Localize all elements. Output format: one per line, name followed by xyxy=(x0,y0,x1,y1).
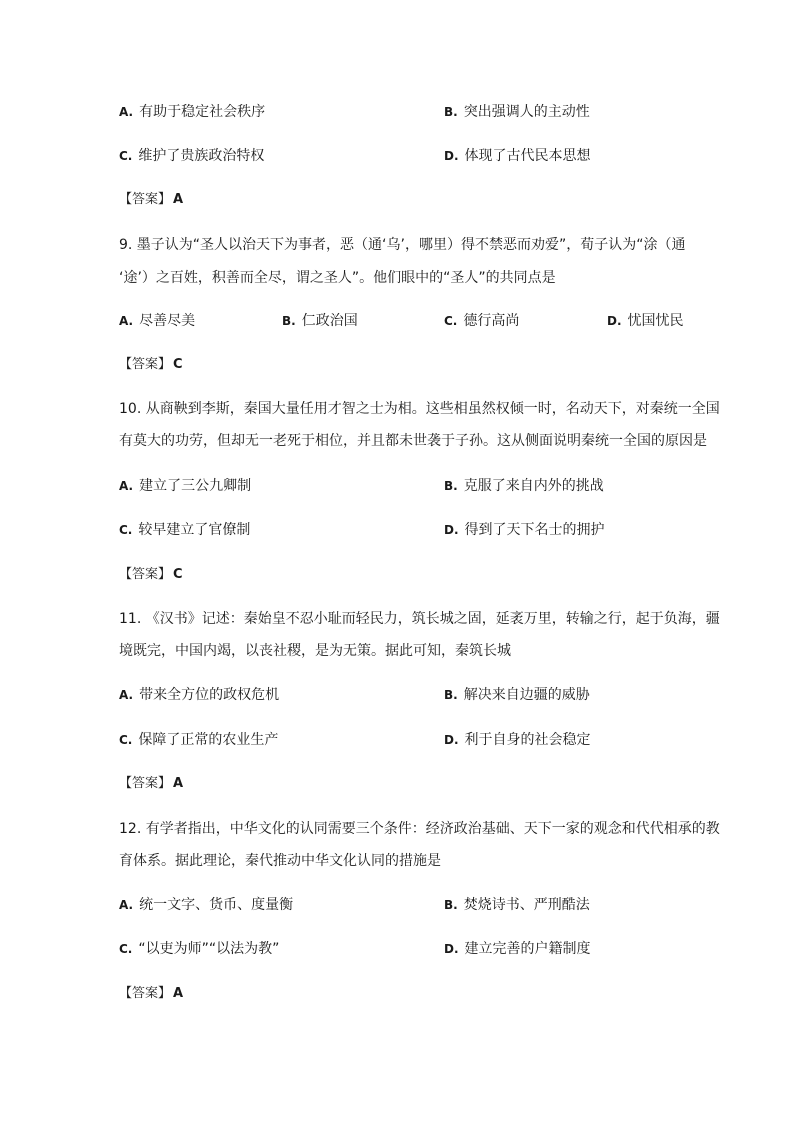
answer-tag: 【答案】 xyxy=(119,567,172,582)
option-label: A. xyxy=(119,479,134,493)
option-label: D. xyxy=(444,149,459,163)
q12-answer xyxy=(119,984,183,1004)
option-label: D. xyxy=(607,314,622,328)
q9-option-d xyxy=(607,311,684,331)
option-text: 保障了正常的农业生产 xyxy=(138,732,279,748)
option-text: 较早建立了官僚制 xyxy=(138,522,251,538)
q11-stem-line-2: 境既完，中国内竭，以丧社稷，是为无策。据此可知，秦筑长城 xyxy=(119,643,511,659)
q10-option-b xyxy=(444,476,604,496)
option-label: C. xyxy=(119,523,133,537)
option-text: 建立了三公九卿制 xyxy=(139,478,252,494)
option-text: 解决来自边疆的威胁 xyxy=(463,687,590,703)
option-label: A. xyxy=(119,314,134,328)
option-text: 利于自身的社会稳定 xyxy=(464,732,591,748)
q11-answer xyxy=(119,774,183,794)
q11-option-d xyxy=(444,730,591,750)
option-label: C. xyxy=(444,314,458,328)
option-text: 忧国忧民 xyxy=(627,313,684,329)
answer-tag: 【答案】 xyxy=(119,986,172,1001)
answer-key: A xyxy=(173,192,184,207)
q9-option-a xyxy=(119,311,195,331)
q10-option-d xyxy=(444,520,605,540)
answer-key: C xyxy=(173,357,183,372)
option-text: 突出强调人的主动性 xyxy=(463,104,590,120)
q8-option-c xyxy=(119,146,264,166)
option-label: B. xyxy=(444,688,458,702)
option-text: 带来全方位的政权危机 xyxy=(139,687,280,703)
option-label: D. xyxy=(444,733,459,747)
option-label: B. xyxy=(444,479,458,493)
q12-option-c xyxy=(119,939,279,959)
q9-answer xyxy=(119,355,183,375)
answer-tag: 【答案】 xyxy=(119,357,172,372)
option-text: 焚烧诗书、严刑酷法 xyxy=(463,897,590,913)
option-label: C. xyxy=(119,149,133,163)
option-text: 维护了贵族政治特权 xyxy=(138,148,265,164)
q12-stem-line-1: 12. 有学者指出，中华文化的认同需要三个条件：经济政治基础、天下一家的观念和代代相承的教 xyxy=(119,821,720,837)
option-label: B. xyxy=(282,314,296,328)
answer-key: A xyxy=(173,776,184,791)
option-label: C. xyxy=(119,733,133,747)
option-label: D. xyxy=(444,942,459,956)
option-text: 德行高尚 xyxy=(463,313,520,329)
option-label: A. xyxy=(119,105,134,119)
option-label: D. xyxy=(444,523,459,537)
q9-stem-line-1: 9. 墨子认为“圣人以治天下为事者，恶（通‘乌’，哪里）得不禁恶而劝爱”，荀子认为“涂（通 xyxy=(119,237,686,253)
q11-option-b xyxy=(444,685,590,705)
q10-stem-line-1: 10. 从商鞅到李斯，秦国大量任用才智之士为相。这些相虽然权倾一时，名动天下，对秦统一全国 xyxy=(119,401,720,417)
option-label: B. xyxy=(444,898,458,912)
answer-key: C xyxy=(173,567,183,582)
option-label: C. xyxy=(119,942,133,956)
q11-stem-line-1: 11. 《汉书》记述：秦始皇不忍小耻而轻民力，筑长城之固，延袤万里，转输之行，起于负海，疆 xyxy=(119,611,720,627)
option-text: 克服了来自内外的挑战 xyxy=(463,478,604,494)
q11-option-a xyxy=(119,685,279,705)
q8-option-b xyxy=(444,102,590,122)
option-text: 体现了古代民本思想 xyxy=(464,148,591,164)
q9-option-c xyxy=(444,311,519,331)
option-label: A. xyxy=(119,688,134,702)
q9-stem-line-2: ‘途’）之百姓，积善而全尽，谓之圣人”。他们眼中的“圣人”的共同点是 xyxy=(119,270,556,286)
option-text: 仁政治国 xyxy=(301,313,358,329)
q8-answer xyxy=(119,190,183,210)
q12-option-a xyxy=(119,895,293,915)
option-text: “以吏为师”“以法为教” xyxy=(138,941,280,957)
option-text: 得到了天下名士的拥护 xyxy=(464,522,605,538)
q10-stem-line-2: 有莫大的功劳，但却无一老死于相位，并且都未世袭于子孙。这从侧面说明秦统一全国的原因是 xyxy=(119,433,707,449)
q11-option-c xyxy=(119,730,278,750)
q8-option-a xyxy=(119,102,265,122)
option-text: 建立完善的户籍制度 xyxy=(464,941,591,957)
q12-option-d xyxy=(444,939,591,959)
option-label: A. xyxy=(119,898,134,912)
option-text: 统一文字、货币、度量衡 xyxy=(139,897,294,913)
q10-option-a xyxy=(119,476,251,496)
answer-key: A xyxy=(173,986,184,1001)
option-text: 有助于稳定社会秩序 xyxy=(139,104,266,120)
q12-option-b xyxy=(444,895,590,915)
q8-option-d xyxy=(444,146,591,166)
q9-option-b xyxy=(282,311,358,331)
q12-stem-line-2: 育体系。据此理论，秦代推动中华文化认同的措施是 xyxy=(119,853,441,869)
answer-tag: 【答案】 xyxy=(119,776,172,791)
q10-answer xyxy=(119,565,183,585)
answer-tag: 【答案】 xyxy=(119,192,172,207)
q10-option-c xyxy=(119,520,250,540)
option-text: 尽善尽美 xyxy=(139,313,196,329)
option-label: B. xyxy=(444,105,458,119)
